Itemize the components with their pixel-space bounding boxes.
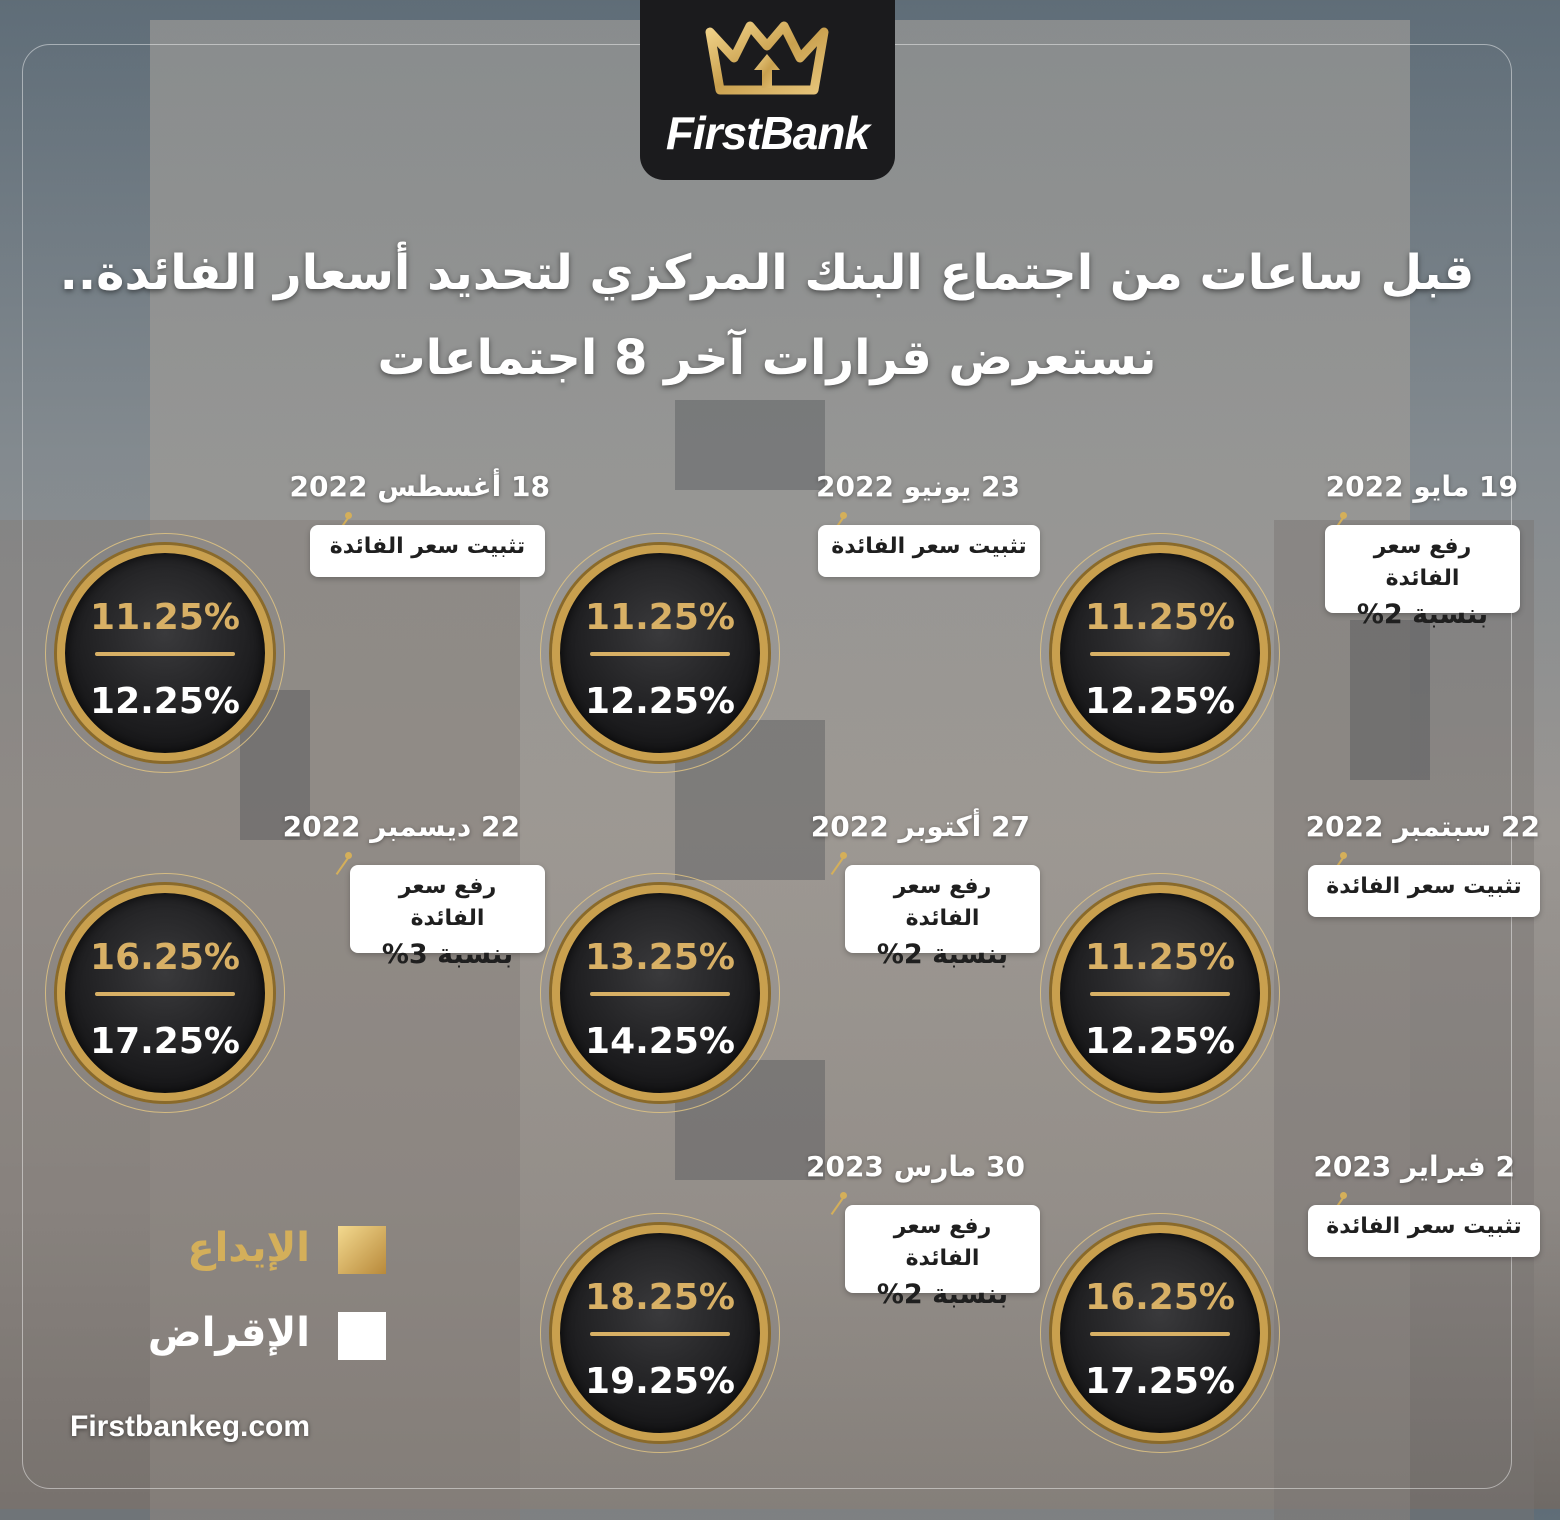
- decision-text: رفع سعر الفائدة: [893, 874, 992, 931]
- decision-text: تثبيت سعر الفائدة: [831, 534, 1027, 559]
- rate-circle: [1052, 1225, 1268, 1441]
- decision-percent: بنسبة 2%: [1356, 598, 1489, 630]
- rate-circle: [57, 545, 273, 761]
- meeting-card: [1040, 810, 1560, 1110]
- lending-rate: 19.25%: [585, 1361, 735, 1402]
- meeting-date: 22 سبتمبر 2022: [1305, 810, 1540, 843]
- rate-divider: [590, 1332, 730, 1336]
- rate-divider: [1090, 652, 1230, 656]
- decision-percent: بنسبة 2%: [876, 1278, 1009, 1310]
- decision-text: رفع سعر الفائدة: [893, 1214, 992, 1271]
- decision-text: رفع سعر الفائدة: [398, 874, 497, 931]
- rate-divider: [590, 992, 730, 996]
- rate-divider: [1090, 992, 1230, 996]
- deposit-legend-swatch: [338, 1226, 386, 1274]
- decision-text: تثبيت سعر الفائدة: [1326, 874, 1522, 899]
- deposit-rate: 11.25%: [1085, 937, 1235, 978]
- meeting-date: 18 أغسطس 2022: [289, 470, 550, 503]
- meeting-card: [540, 1150, 1060, 1450]
- rate-circle: [57, 885, 273, 1101]
- meeting-card: [1040, 470, 1560, 770]
- meeting-card: [540, 810, 1060, 1110]
- decision-percent: بنسبة 3%: [381, 938, 514, 970]
- headline-line-1: قبل ساعات من اجتماع البنك المركزي لتحديد أسعار الفائدة..: [59, 245, 1475, 301]
- decision-note: [1308, 865, 1540, 917]
- rate-circle: [1052, 545, 1268, 761]
- connector-line: [831, 857, 844, 875]
- headline-line-2: نستعرض قرارات آخر 8 اجتماعات: [377, 330, 1157, 386]
- meeting-date: 30 مارس 2023: [805, 1150, 1025, 1183]
- meeting-date: 19 مايو 2022: [1325, 470, 1518, 503]
- lending-rate: 12.25%: [1085, 1021, 1235, 1062]
- website-url: Firstbankeg.com: [70, 1410, 311, 1443]
- meeting-card: [45, 470, 565, 770]
- meeting-date: 22 ديسمبر 2022: [282, 810, 520, 843]
- deposit-legend-label: الإيداع: [187, 1225, 310, 1271]
- decision-text: تثبيت سعر الفائدة: [329, 534, 526, 559]
- meeting-date: 23 يونيو 2022: [816, 470, 1020, 503]
- deposit-rate: 16.25%: [1085, 1277, 1235, 1318]
- decision-note: [1308, 1205, 1540, 1257]
- meeting-date: 2 فبراير 2023: [1313, 1150, 1515, 1183]
- lending-rate: 17.25%: [1085, 1361, 1235, 1402]
- deposit-rate: 11.25%: [90, 597, 240, 638]
- rate-circle: [552, 1225, 768, 1441]
- decision-note: [350, 865, 545, 970]
- lending-rate: 12.25%: [1085, 681, 1235, 722]
- rate-divider: [95, 992, 235, 996]
- decision-note: [845, 1205, 1040, 1310]
- decision-note: [818, 525, 1040, 577]
- decision-text: رفع سعر الفائدة: [1373, 534, 1472, 591]
- rate-circle: [552, 885, 768, 1101]
- lending-rate: 17.25%: [90, 1021, 240, 1062]
- brand-name: FirstBank: [665, 107, 870, 159]
- meeting-card: [45, 810, 565, 1110]
- crown-icon: [702, 18, 832, 98]
- deposit-rate: 16.25%: [90, 937, 240, 978]
- lending-rate: 14.25%: [585, 1021, 735, 1062]
- meeting-card: [540, 470, 1060, 770]
- connector-line: [336, 857, 349, 875]
- rate-divider: [1090, 1332, 1230, 1336]
- meeting-card: [1040, 1150, 1560, 1450]
- deposit-rate: 13.25%: [585, 937, 735, 978]
- deposit-rate: 18.25%: [585, 1277, 735, 1318]
- decision-note: [845, 865, 1040, 970]
- brand-logo: [640, 0, 895, 180]
- lending-legend-swatch: [338, 1312, 386, 1360]
- decision-percent: بنسبة 2%: [876, 938, 1009, 970]
- rate-circle: [552, 545, 768, 761]
- deposit-rate: 11.25%: [1085, 597, 1235, 638]
- lending-rate: 12.25%: [90, 681, 240, 722]
- lending-rate: 12.25%: [585, 681, 735, 722]
- connector-line: [831, 1197, 844, 1215]
- decision-note: [1325, 525, 1520, 630]
- lending-legend-label: الإقراض: [147, 1310, 310, 1356]
- decision-note: [310, 525, 545, 577]
- rate-divider: [95, 652, 235, 656]
- decision-text: تثبيت سعر الفائدة: [1326, 1214, 1522, 1239]
- rate-circle: [1052, 885, 1268, 1101]
- deposit-rate: 11.25%: [585, 597, 735, 638]
- rate-divider: [590, 652, 730, 656]
- meeting-date: 27 أكتوبر 2022: [810, 810, 1030, 843]
